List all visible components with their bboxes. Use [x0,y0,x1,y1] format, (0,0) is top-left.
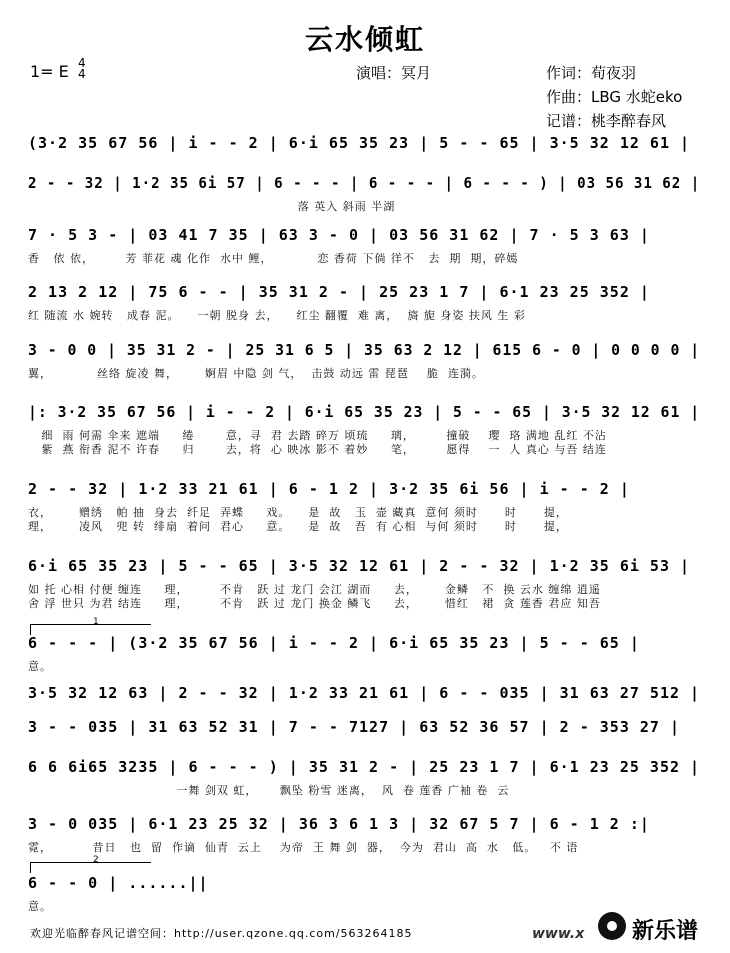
score-notes: 3 - 0 035 | 6·1 23 25 32 | 36 3 6 1 3 | 32 67 5 7 | 6 - 1 2 :| [28,815,650,833]
composer-credit: 作曲：LBG 水蛇eko [546,88,683,106]
transcriber-credit: 记谱：桃李醉春风 [546,112,667,130]
score-lyrics: 紫 燕 衔香 泥不 许春 归 去，将 心 映冰 影不 着妙 笔， 愿得 一 人 真心 与吾 结连 [28,443,607,456]
score-row [28,134,698,178]
score-lyrics: 香 依 依， 芳 菲花 魂 化作 水中 鲤， 恋 香荷 下倘 徉不 去 期 期，碎嫣 [28,252,519,265]
score-row [28,758,701,802]
score-notes: 7 · 5 3 - | 03 41 7 35 | 63 3 - 0 | 03 56 31 62 | 7 · 5 3 63 | [28,226,650,244]
song-title: 云水倾虹 [304,23,425,56]
score-row [28,283,698,327]
score-lyrics: 舍 浮 世只 为君 结连 理， 不肯 跃 过 龙门 换金 鳞飞 去， 惜红 裙 贪 莲香 君应 知吾 [28,597,601,610]
score-notes: 6 - - - | (3·2 35 67 56 | i - - 2 | 6·i 65 35 23 | 5 - - 65 | [28,634,640,652]
watermark-name: 新乐谱 [632,919,699,944]
score-lyrics: 细 雨 何需 伞来 遮端 绻 意，寻 君 去踏 碎万 顷琉 璃， 撞破 璎 珞 满地 乱红 不沾 [28,429,607,442]
lyricist-credit: 作词：荀夜羽 [546,64,637,82]
score-lyrics: 如 托 心相 付便 缠连 理， 不肯 跃 过 龙门 会江 湖而 去， 金鳞 不 换 云水 缠绵 逍遥 [28,583,601,596]
first-ending-number: 1 [93,617,99,627]
time-signature-bottom: 4 [78,67,86,81]
score-row [28,815,698,859]
score-row [28,634,698,678]
score-notes: 6 6 6i65 3235 | 6 - - - ) | 35 31 2 - | 25 23 1 7 | 6·1 23 25 352 | [28,758,701,776]
score-lyrics: 翼， 丝络 旋凌 舞， 婀眉 中隐 剑 气， 击鼓 动远 雷 琵琶 脆 连漪。 [28,367,484,380]
second-ending-bracket [30,855,151,873]
score-notes: 2 - - 32 | 1·2 35 6i 57 | 6 - - - | 6 - - - | 6 - - - ) | 03 56 31 62 | [28,174,701,192]
score-lyrics: 霓， 昔日 也 留 作谪 仙青 云上 为帝 王 舞 剑 器， 今为 君山 高 水 低。 不 语 [28,841,579,854]
score-lyrics: 红 随流 水 婉转 成春 泥。 一朝 脱身 去， 红尘 翻覆 难 离， 旖 旎 身姿 扶风 生 彩 [28,309,526,322]
score-row [28,341,701,385]
score-notes: 3 - 0 0 | 35 31 2 - | 25 31 6 5 | 35 63 2 12 | 615 6 - 0 | 0 0 0 0 | [28,341,701,359]
footer-text: 欢迎光临醉春风记谱空间：http://user.qzone.qq.com/563264185 [30,927,413,940]
score-lyrics: 衣， 赠绣 帕 抽 身去 纤足 弄蝶 戏。 是 故 玉 壶 藏真 意何 须时 时 提， [28,506,568,519]
watermark-url: www.x [532,926,585,942]
score-lyrics: 理， 凌风 兜 转 绯扇 着问 君心 意。 是 故 吾 有 心相 与何 须时 时 提， [28,520,568,533]
score-lyrics: 意。 [28,660,52,673]
score-lyrics: 一舞 剑双 虹， 飘坠 粉雪 迷离， 风 卷 莲香 广袖 卷 云 [28,784,510,797]
score-row [28,874,698,918]
score-row [28,480,698,533]
time-signature-top: 4 [78,56,86,70]
score-notes: 2 13 2 12 | 75 6 - - | 35 31 2 - | 25 23 1 7 | 6·1 23 25 352 | [28,283,650,301]
score-notes: 2 - - 32 | 1·2 33 21 61 | 6 - 1 2 | 3·2 35 6i 56 | i - - 2 | [28,480,630,498]
score-lyrics: 意。 [28,900,52,913]
score-notes: 3 - - 035 | 31 63 52 31 | 7 - - 7127 | 63 52 36 57 | 2 - 353 27 | [28,718,680,736]
singer-credit: 演唱：冥月 [356,64,432,82]
score-row [28,557,698,610]
score-row [28,718,698,762]
score-notes: 6 - - 0 | ......|| [28,874,209,892]
second-ending-number: 2 [93,855,99,865]
score-notes: 6·i 65 35 23 | 5 - - 65 | 3·5 32 12 61 | 2 - - 32 | 1·2 35 6i 53 | [28,557,691,575]
time-signature [78,58,86,80]
score-row [28,174,701,218]
score-notes: (3·2 35 67 56 | i - - 2 | 6·i 65 35 23 | 5 - - 65 | 3·5 32 12 61 | [28,134,691,152]
key-signature: 1= E [30,62,69,81]
score-row [28,403,701,456]
score-lyrics: 落 英入 斜雨 半湖 [28,200,396,213]
score-row [28,226,698,270]
score-notes: 3·5 32 12 63 | 2 - - 32 | 1·2 33 21 61 | 6 - - 035 | 31 63 27 512 | [28,684,701,702]
score-notes: |: 3·2 35 67 56 | i - - 2 | 6·i 65 35 23 | 5 - - 65 | 3·5 32 12 61 | [28,403,701,421]
vinyl-record-icon [598,912,626,940]
